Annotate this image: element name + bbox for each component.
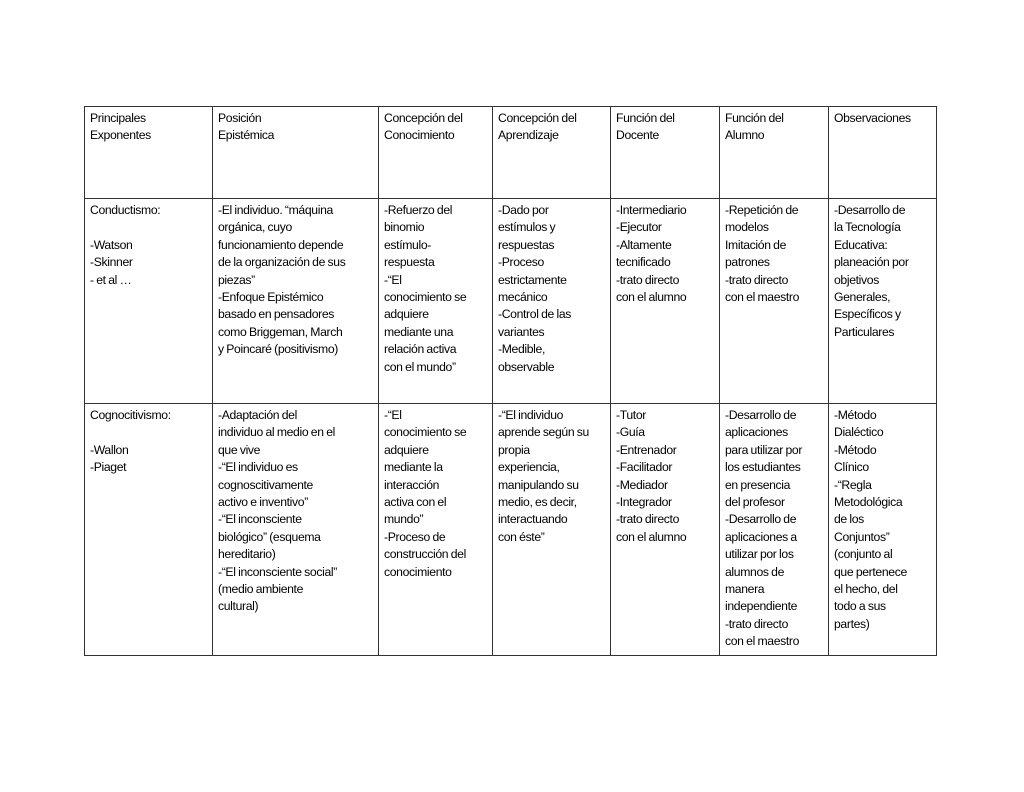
cell-line: interactuando: [498, 512, 568, 527]
cell-line: como Briggeman, March: [218, 324, 343, 339]
cell-line: Educativa:: [834, 237, 888, 252]
cell-line: -Dado por: [498, 203, 549, 217]
cell-line: Concepción del: [498, 111, 577, 125]
cell-line: Concepción del: [384, 111, 463, 125]
cell-line: -Guía: [616, 425, 645, 440]
cell-line: -Desarrollo de: [834, 203, 906, 217]
cell-line: -Repetición de: [725, 203, 799, 217]
cell-line: mecánico: [498, 290, 548, 305]
cell-line: piezas”: [218, 272, 255, 287]
cell-line: -trato directo: [725, 272, 789, 287]
cell-line: Imitación de: [725, 237, 787, 252]
cell-line: -“Regla: [834, 477, 872, 492]
cell-line: interacción: [384, 477, 440, 492]
cell-line: los estudiantes: [725, 460, 801, 475]
header-funcion-alumno: [720, 107, 829, 199]
cell-line: con el maestro: [725, 634, 800, 649]
cell-line: -“El individuo es: [218, 460, 298, 475]
cell-line: estrictamente: [498, 272, 567, 287]
cell-line: -Método: [834, 408, 877, 422]
cell-line: basado en pensadores: [218, 307, 335, 322]
cell-line: -“El inconsciente social”: [218, 564, 337, 579]
cell-line: -Piaget: [90, 460, 127, 475]
cell-line: Conocimiento: [384, 128, 455, 143]
cell-line: -Desarrollo de: [725, 512, 797, 527]
cell-line: hereditario): [218, 547, 276, 562]
cell-line: -Intermediario: [616, 203, 687, 217]
cell-line: de la organización de sus: [218, 255, 346, 270]
cell-line: conocimiento se: [384, 290, 467, 305]
cell-line: -trato directo: [616, 512, 680, 527]
cell-line: con el alumno: [616, 290, 687, 305]
cell-line: -Altamente: [616, 237, 672, 252]
cell-line: medio, es decir,: [498, 495, 577, 510]
cell-line: Función del: [616, 111, 675, 125]
table-row: [85, 404, 937, 656]
cell-line: Observaciones: [834, 111, 911, 125]
cell-funcion-alumno: [720, 404, 829, 656]
cell-funcion-docente: [611, 404, 720, 656]
cell-line: mediante la: [384, 460, 443, 475]
cell-line: Docente: [616, 128, 659, 143]
cell-line: Cognocitivismo:: [90, 408, 171, 422]
cell-line: activo e inventivo”: [218, 495, 308, 510]
cell-line: estímulos y: [498, 220, 556, 235]
cell-line: utilizar por los: [725, 547, 794, 562]
cell-line: -Wallon: [90, 442, 129, 457]
cell-exponentes: [85, 199, 213, 404]
cell-line: Aprendizaje: [498, 128, 559, 143]
cell-line: mundo”: [384, 512, 424, 527]
cell-line: -“El inconsciente: [218, 512, 302, 527]
cell-line: -Control de las: [498, 307, 572, 322]
header-funcion-docente: [611, 107, 720, 199]
cell-line: objetivos: [834, 272, 879, 287]
cell-line: -Medible,: [498, 342, 545, 357]
cell-concepcion-aprendizaje: [493, 404, 611, 656]
cell-line: Particulares: [834, 324, 895, 339]
cell-line: modelos: [725, 220, 769, 235]
cell-line: que vive: [218, 442, 261, 457]
cell-line: Conductismo:: [90, 203, 161, 217]
cell-line: -Integrador: [616, 495, 672, 510]
cell-line: aplicaciones: [725, 425, 788, 440]
cell-line: [90, 219, 208, 236]
cell-line: Exponentes: [90, 128, 151, 143]
cell-line: funcionamiento depende: [218, 237, 344, 252]
cell-posicion-epistemica: [213, 404, 379, 656]
cell-observaciones: [829, 404, 937, 656]
cell-concepcion-aprendizaje: [493, 199, 611, 404]
cell-line: orgánica, cuyo: [218, 220, 292, 235]
cell-line: Alumno: [725, 128, 765, 143]
cell-line: con el maestro: [725, 290, 800, 305]
cell-line: activa con el: [384, 495, 447, 510]
cell-line: Metodológica: [834, 495, 903, 510]
cell-line: adquiere: [384, 307, 429, 322]
cell-line: adquiere: [384, 442, 429, 457]
cell-line: Posición: [218, 111, 262, 125]
cell-line: con éste”: [498, 529, 545, 544]
cell-line: individuo al medio en el: [218, 425, 335, 440]
cell-observaciones: [829, 199, 937, 404]
cell-line: -Proceso: [498, 255, 544, 270]
cell-line: -Entrenador: [616, 442, 677, 457]
cell-line: -Skinner: [90, 255, 133, 270]
header-exponentes: [85, 107, 213, 199]
cell-line: (conjunto al: [834, 547, 893, 562]
cell-line: alumnos de: [725, 564, 785, 579]
cell-line: -Enfoque Epistémico: [218, 290, 324, 305]
cell-line: Dialéctico: [834, 425, 884, 440]
cell-line: en presencia: [725, 477, 791, 492]
cell-line: partes): [834, 616, 870, 631]
cell-line: - et al …: [90, 272, 132, 287]
cell-line: independiente: [725, 599, 798, 614]
cell-line: construcción del: [384, 547, 466, 562]
cell-line: con el mundo”: [384, 359, 456, 374]
cell-line: cognoscitivamente: [218, 477, 313, 492]
cell-line: -Adaptación del: [218, 408, 297, 422]
comparison-table: [84, 106, 937, 656]
cell-line: -El individuo. “máquina: [218, 203, 333, 217]
cell-line: cultural): [218, 599, 259, 614]
cell-line: variantes: [498, 324, 545, 339]
cell-line: conocimiento se: [384, 425, 467, 440]
cell-concepcion-conocimiento: [379, 199, 493, 404]
cell-line: Conjuntos”: [834, 529, 890, 544]
cell-line: mediante una: [384, 324, 454, 339]
cell-line: -“El: [384, 272, 402, 287]
cell-line: binomio: [384, 220, 425, 235]
header-row: [85, 107, 937, 199]
cell-line: observable: [498, 359, 555, 374]
cell-line: y Poincaré (positivismo): [218, 342, 338, 357]
cell-line: propia: [498, 442, 530, 457]
cell-line: -Tutor: [616, 408, 646, 422]
cell-line: -Refuerzo del: [384, 203, 453, 217]
cell-line: (medio ambiente: [218, 582, 304, 597]
cell-concepcion-conocimiento: [379, 404, 493, 656]
cell-line: biológico” (esquema: [218, 529, 321, 544]
cell-line: la Tecnología: [834, 220, 901, 235]
header-concepcion-aprendizaje: [493, 107, 611, 199]
cell-line: -trato directo: [616, 272, 680, 287]
cell-line: -Método: [834, 442, 877, 457]
cell-line: respuesta: [384, 255, 435, 270]
cell-funcion-docente: [611, 199, 720, 404]
cell-line: aplicaciones a: [725, 529, 797, 544]
cell-line: -Mediador: [616, 477, 668, 492]
cell-line: -trato directo: [725, 616, 789, 631]
cell-line: -Facilitador: [616, 460, 673, 475]
cell-line: planeación por: [834, 255, 909, 270]
cell-line: tecnificado: [616, 255, 671, 270]
cell-line: manipulando su: [498, 477, 579, 492]
cell-line: relación activa: [384, 342, 457, 357]
cell-line: estímulo-: [384, 237, 431, 252]
cell-line: respuestas: [498, 237, 555, 252]
cell-line: conocimiento: [384, 564, 452, 579]
cell-line: [90, 424, 208, 441]
cell-line: Función del: [725, 111, 784, 125]
cell-line: todo a sus: [834, 599, 886, 614]
cell-line: aprende según su: [498, 425, 589, 440]
cell-line: experiencia,: [498, 460, 560, 475]
cell-line: Específicos y: [834, 307, 901, 322]
cell-line: con el alumno: [616, 529, 687, 544]
table-row: [85, 199, 937, 404]
cell-line: manera: [725, 582, 765, 597]
cell-line: que pertenece: [834, 564, 907, 579]
cell-line: de los: [834, 512, 864, 527]
cell-line: del profesor: [725, 495, 785, 510]
header-concepcion-conocimiento: [379, 107, 493, 199]
cell-line: Generales,: [834, 290, 891, 305]
cell-line: -Desarrollo de: [725, 408, 797, 422]
cell-line: Clínico: [834, 460, 869, 475]
cell-line: para utilizar por: [725, 442, 803, 457]
header-posicion-epistemica: [213, 107, 379, 199]
cell-line: patrones: [725, 255, 770, 270]
cell-line: -“El: [384, 408, 402, 422]
header-observaciones: [829, 107, 937, 199]
cell-line: el hecho, del: [834, 582, 898, 597]
cell-line: -Proceso de: [384, 529, 446, 544]
cell-posicion-epistemica: [213, 199, 379, 404]
cell-line: Principales: [90, 111, 146, 125]
cell-funcion-alumno: [720, 199, 829, 404]
cell-exponentes: [85, 404, 213, 656]
cell-line: -Watson: [90, 237, 133, 252]
cell-line: Epistémica: [218, 128, 275, 143]
cell-line: -“El individuo: [498, 408, 564, 422]
cell-line: -Ejecutor: [616, 220, 662, 235]
